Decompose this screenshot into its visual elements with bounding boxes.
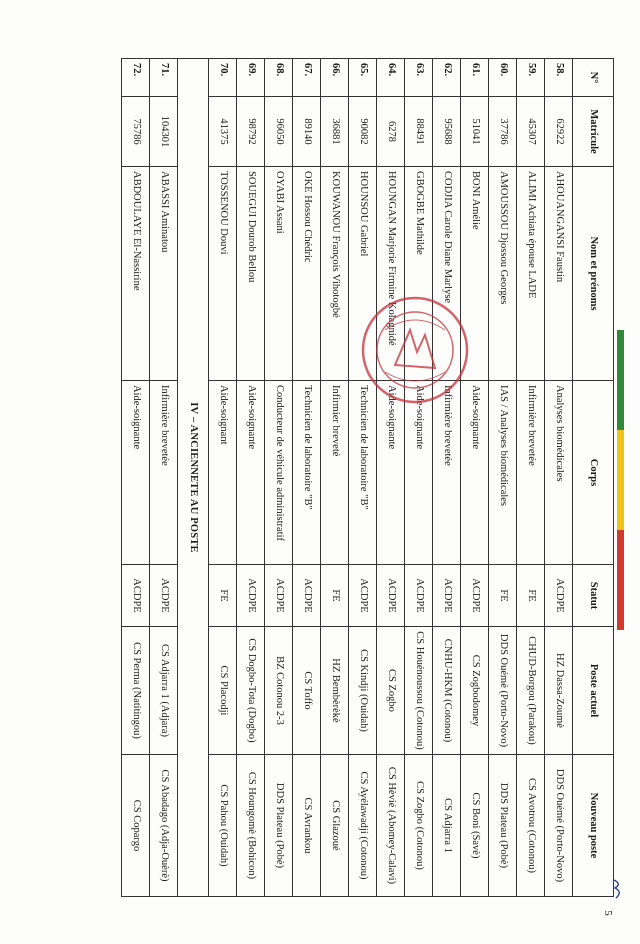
name-cell: TOSSENOU Douvi xyxy=(209,167,237,381)
corps-cell: Infirmière brevetée xyxy=(433,381,461,565)
name-cell: SOUEGUI Dourob Bellou xyxy=(237,167,265,381)
statut-cell: ACDPE xyxy=(265,565,293,627)
table-row xyxy=(349,59,377,897)
nouveau-poste-cell: CS Pahou (Ouidah) xyxy=(209,755,237,897)
name-cell: OKE Hossou Chédric xyxy=(293,167,321,381)
matricule-cell: 104301 xyxy=(150,97,178,167)
personnel-table xyxy=(121,58,614,897)
statut-cell: ACDPE xyxy=(349,565,377,627)
statut-cell: ACDPE xyxy=(150,565,178,627)
row-number: 65. xyxy=(349,59,377,97)
nouveau-poste-cell: CS Houngomè (Bohicon) xyxy=(237,755,265,897)
statut-cell: ACDPE xyxy=(433,565,461,627)
name-cell: OYABI Assani xyxy=(265,167,293,381)
table-row xyxy=(433,59,461,897)
handwritten-initials-icon xyxy=(611,878,625,900)
header-no: N° xyxy=(573,59,614,97)
table-header xyxy=(573,59,614,897)
statut-cell: ACDPE xyxy=(237,565,265,627)
row-number: 70. xyxy=(209,59,237,97)
corps-cell: Infirmière brevetée xyxy=(150,381,178,565)
table-row xyxy=(461,59,489,897)
matricule-cell: 62922 xyxy=(545,97,573,167)
row-number: 69. xyxy=(237,59,265,97)
table-row xyxy=(293,59,321,897)
table-row xyxy=(377,59,405,897)
nouveau-poste-cell: DDS Plateau (Pobè) xyxy=(489,755,517,897)
corps-cell: Infirmier breveté xyxy=(321,381,349,565)
nouveau-poste-cell: DDS Ouémé (Porto-Novo) xyxy=(545,755,573,897)
matricule-cell: 95688 xyxy=(433,97,461,167)
row-number: 66. xyxy=(321,59,349,97)
name-cell: ALIMI Achiata épouse LADE xyxy=(517,167,545,381)
row-number: 63. xyxy=(405,59,433,97)
statut-cell: ACDPE xyxy=(405,565,433,627)
name-cell: BONI Amélie xyxy=(461,167,489,381)
corps-cell: Aide-soignante xyxy=(377,381,405,565)
matricule-cell: 37786 xyxy=(489,97,517,167)
matricule-cell: 36881 xyxy=(321,97,349,167)
row-number: 61. xyxy=(461,59,489,97)
matricule-cell: 88491 xyxy=(405,97,433,167)
corps-cell: Infirmière brevetée xyxy=(517,381,545,565)
official-seal-icon xyxy=(355,290,475,410)
row-number: 60. xyxy=(489,59,517,97)
nouveau-poste-cell: CS Avrankou xyxy=(293,755,321,897)
nouveau-poste-cell: CS Abadago (Adja-Ouèrè) xyxy=(150,755,178,897)
row-number: 71. xyxy=(150,59,178,97)
nouveau-poste-cell: DDS Plateau (Pobè) xyxy=(265,755,293,897)
poste-actuel-cell: CS Zogbo xyxy=(377,627,405,755)
section-title: IV – ANCIENNETE AU POSTE xyxy=(178,59,209,897)
header-statut: Statut xyxy=(573,565,614,627)
table-row xyxy=(122,59,150,897)
header-matricule: Matricule xyxy=(573,97,614,167)
poste-actuel-cell: CS Dogbo-Tota (Dogbo) xyxy=(237,627,265,755)
statut-cell: FE xyxy=(209,565,237,627)
header-corps: Corps xyxy=(573,381,614,565)
table-row xyxy=(489,59,517,897)
poste-actuel-cell: CS Houénoussou (Cotonou) xyxy=(405,627,433,755)
matricule-cell: 45307 xyxy=(517,97,545,167)
nouveau-poste-cell: CS Avotrou (Cotonou) xyxy=(517,755,545,897)
poste-actuel-cell: CS Perma (Natitingou) xyxy=(122,627,150,755)
row-number: 58. xyxy=(545,59,573,97)
table-row xyxy=(237,59,265,897)
section-row xyxy=(178,59,209,897)
name-cell: ABDOULAYE El-Nassirine xyxy=(122,167,150,381)
table-row xyxy=(265,59,293,897)
poste-actuel-cell: DDS Ouémé (Porto-Novo) xyxy=(489,627,517,755)
corps-cell: Aide-soignant xyxy=(209,381,237,565)
poste-actuel-cell: CS Toffo xyxy=(293,627,321,755)
statut-cell: FE xyxy=(517,565,545,627)
header-nouveau: Nouveau poste xyxy=(573,755,614,897)
matricule-cell: 98792 xyxy=(237,97,265,167)
matricule-cell: 90082 xyxy=(349,97,377,167)
nouveau-poste-cell: CS Copargo xyxy=(122,755,150,897)
statut-cell: FE xyxy=(321,565,349,627)
statut-cell: ACDPE xyxy=(461,565,489,627)
nouveau-poste-cell: CS Ayélawadji (Cotonou) xyxy=(349,755,377,897)
table-row xyxy=(517,59,545,897)
matricule-cell: 89140 xyxy=(293,97,321,167)
corps-cell: Technicien de laboratoire "B" xyxy=(349,381,377,565)
corps-cell: IAS / Analyses biomédicales xyxy=(489,381,517,565)
table-row xyxy=(405,59,433,897)
name-cell: HOUNSOU Gabriel xyxy=(349,167,377,381)
corps-cell: Aide-soignante xyxy=(405,381,433,565)
matricule-cell: 51041 xyxy=(461,97,489,167)
nouveau-poste-cell: CS Boni (Savè) xyxy=(461,755,489,897)
table-row xyxy=(321,59,349,897)
table-body-section xyxy=(122,59,178,897)
row-number: 72. xyxy=(122,59,150,97)
header-nom: Nom et prénoms xyxy=(573,167,614,381)
nouveau-poste-cell: CS Zogbo (Cotonou) xyxy=(405,755,433,897)
name-cell: AHOUANGANSI Faustin xyxy=(545,167,573,381)
nouveau-poste-cell: CS Hèvié (Abomey-Calavi) xyxy=(377,755,405,897)
poste-actuel-cell: HZ Bembèrèkè xyxy=(321,627,349,755)
corps-cell: Aide-soignante xyxy=(237,381,265,565)
row-number: 64. xyxy=(377,59,405,97)
table-row xyxy=(545,59,573,897)
statut-cell: ACDPE xyxy=(377,565,405,627)
row-number: 67. xyxy=(293,59,321,97)
corps-cell: Aide-soignante xyxy=(122,381,150,565)
matricule-cell: 96050 xyxy=(265,97,293,167)
nouveau-poste-cell: CS Adjarra 1 xyxy=(433,755,461,897)
corps-cell: Analyses biomédicales xyxy=(545,381,573,565)
corps-cell: Technicien de laboratoire "B" xyxy=(293,381,321,565)
matricule-cell: 6278 xyxy=(377,97,405,167)
poste-actuel-cell: CS Zogbodomey xyxy=(461,627,489,755)
table-row xyxy=(209,59,237,897)
poste-actuel-cell: CNHU-HKM (Cotonou) xyxy=(433,627,461,755)
matricule-cell: 75786 xyxy=(122,97,150,167)
corps-cell: Conducteur de véhicule administratif xyxy=(265,381,293,565)
corps-cell: Aide-soignante xyxy=(461,381,489,565)
poste-actuel-cell: CS Adjarra 1 (Adjara) xyxy=(150,627,178,755)
name-cell: KOUWANOU François Vihotogbé xyxy=(321,167,349,381)
row-number: 68. xyxy=(265,59,293,97)
page-number: 5 xyxy=(601,910,614,916)
name-cell: AMOUSSOU Djossou Georges xyxy=(489,167,517,381)
row-number: 59. xyxy=(517,59,545,97)
statut-cell: ACDPE xyxy=(293,565,321,627)
name-cell: HOUNGAN Marjorie Firmine Kolagnidé xyxy=(377,167,405,381)
statut-cell: ACDPE xyxy=(545,565,573,627)
name-cell: CODJIA Carole Diane Marlyse xyxy=(433,167,461,381)
poste-actuel-cell: BZ Cotonou 2-3 xyxy=(265,627,293,755)
poste-actuel-cell: HZ Dassa-Zoumè xyxy=(545,627,573,755)
statut-cell: FE xyxy=(489,565,517,627)
poste-actuel-cell: CS Placodji xyxy=(209,627,237,755)
row-number: 62. xyxy=(433,59,461,97)
table-row xyxy=(150,59,178,897)
poste-actuel-cell: CHUD-Borgou (Parakou) xyxy=(517,627,545,755)
name-cell: GBOGBE Mathilde xyxy=(405,167,433,381)
statut-cell: ACDPE xyxy=(122,565,150,627)
table-body xyxy=(209,59,573,897)
poste-actuel-cell: CS Kindji (Ouidah) xyxy=(349,627,377,755)
header-poste: Poste actuel xyxy=(573,627,614,755)
nouveau-poste-cell: CS Glazoué xyxy=(321,755,349,897)
name-cell: ABASSI Aminatou xyxy=(150,167,178,381)
matricule-cell: 41375 xyxy=(209,97,237,167)
